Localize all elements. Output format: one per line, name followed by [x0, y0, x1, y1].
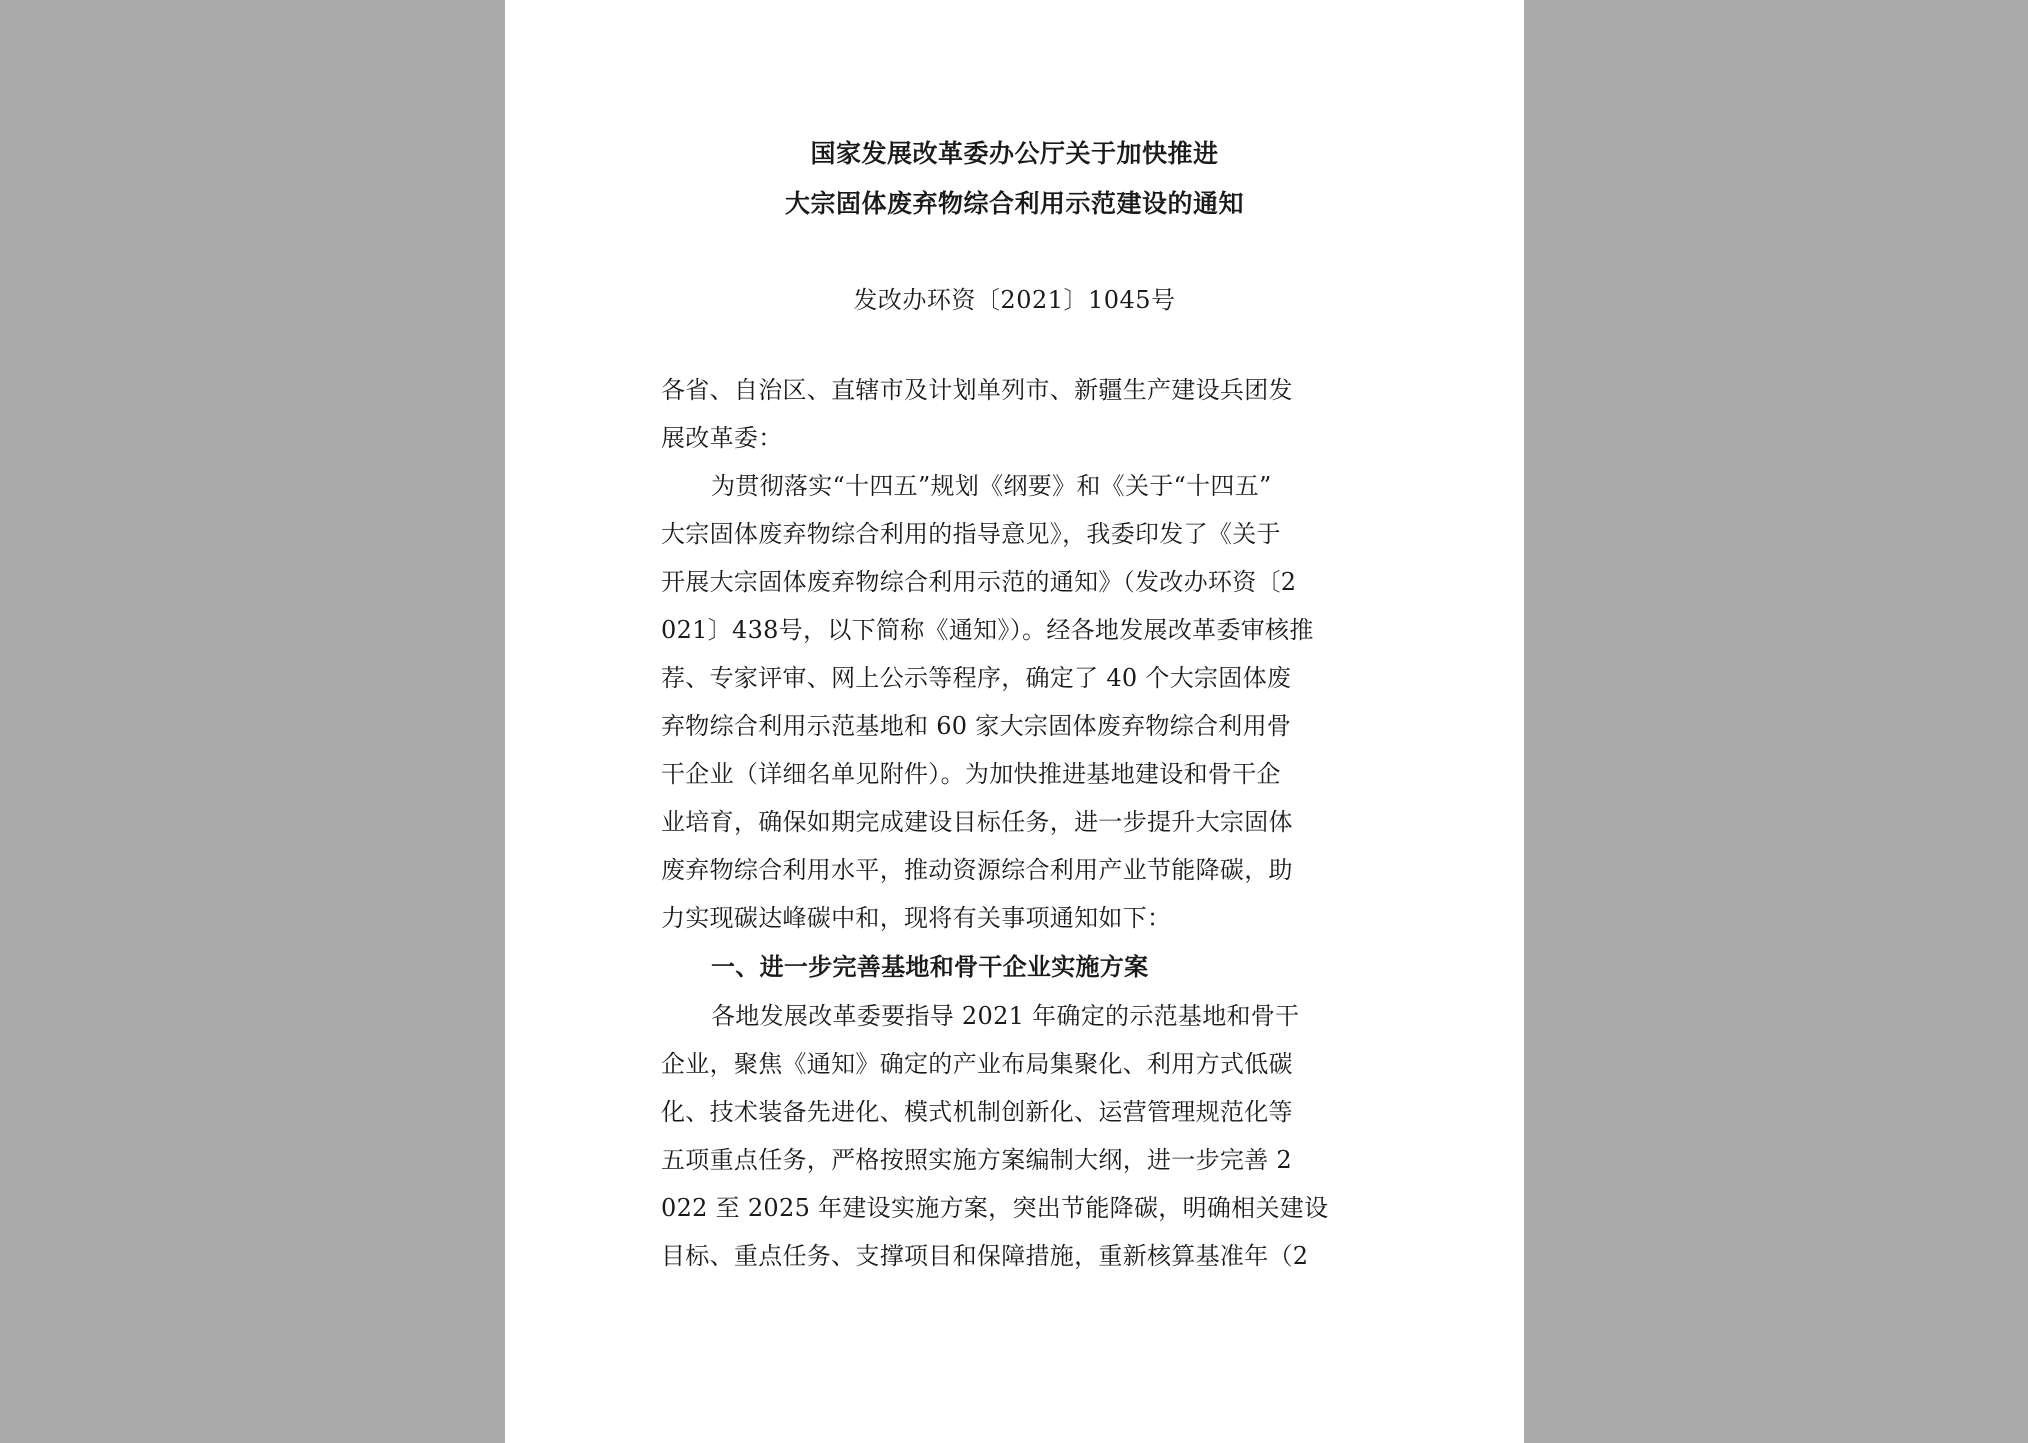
document-title-line-2: 大宗固体废弃物综合利用示范建设的通知	[784, 189, 1244, 218]
paragraph-line: 弃物综合利用示范基地和 60 家大宗固体废弃物综合利用骨	[661, 712, 1292, 740]
paragraph-line: 干企业（详细名单见附件）。为加快推进基地建设和骨干企	[661, 760, 1281, 788]
document-number: 发改办环资〔2021〕1045号	[853, 286, 1176, 314]
paragraph-line: 开展大宗固体废弃物综合利用示范的通知》（发改办环资〔2	[661, 568, 1297, 596]
paragraph-line: 化、技术装备先进化、模式机制创新化、运营管理规范化等	[661, 1098, 1293, 1126]
paragraph-line: 大宗固体废弃物综合利用的指导意见》，我委印发了《关于	[661, 520, 1281, 548]
paragraph-line: 五项重点任务，严格按照实施方案编制大纲，进一步完善 2	[661, 1146, 1292, 1174]
document-title-line-1: 国家发展改革委办公厅关于加快推进	[810, 139, 1219, 168]
paragraph-line: 企业，聚焦《通知》确定的产业布局集聚化、利用方式低碳	[661, 1050, 1293, 1078]
paragraph-line: 废弃物综合利用水平，推动资源综合利用产业节能降碳，助	[661, 856, 1293, 884]
paragraph-line: 021〕438号，以下简称《通知》）。经各地发展改革委审核推	[661, 616, 1314, 644]
paragraph-line: 业培育，确保如期完成建设目标任务，进一步提升大宗固体	[661, 808, 1293, 836]
document-page	[505, 0, 1524, 1443]
paragraph-line: 各地发展改革委要指导 2021 年确定的示范基地和骨干	[711, 1002, 1300, 1030]
section-heading: 一、进一步完善基地和骨干企业实施方案	[711, 952, 1149, 981]
paragraph-line: 为贯彻落实“十四五”规划《纲要》和《关于“十四五”	[711, 472, 1272, 500]
addressee-line: 各省、自治区、直辖市及计划单列市、新疆生产建设兵团发	[661, 376, 1293, 404]
paragraph-line: 力实现碳达峰碳中和，现将有关事项通知如下：	[661, 904, 1172, 932]
paragraph-line: 荐、专家评审、网上公示等程序，确定了 40 个大宗固体废	[661, 664, 1292, 692]
paragraph-line: 目标、重点任务、支撑项目和保障措施，重新核算基准年（2	[661, 1242, 1309, 1270]
paragraph-line: 022 至 2025 年建设实施方案，突出节能降碳，明确相关建设	[661, 1194, 1329, 1222]
addressee-line: 展改革委：	[661, 424, 783, 452]
